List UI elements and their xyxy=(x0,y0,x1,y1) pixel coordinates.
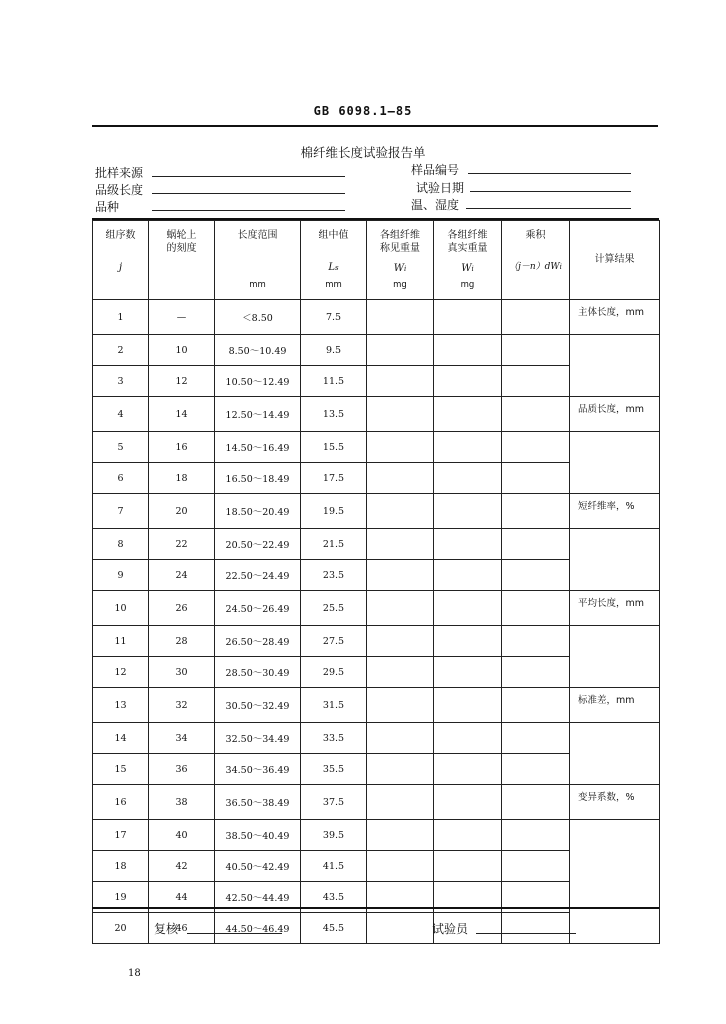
table-row xyxy=(93,785,660,820)
weighed-input[interactable] xyxy=(367,820,434,851)
range-cell: 24.50～26.49 xyxy=(215,591,301,626)
test-date-field[interactable] xyxy=(470,191,631,192)
product-input[interactable] xyxy=(502,785,570,820)
group-no-cell: 5 xyxy=(93,432,149,463)
weighed-input[interactable] xyxy=(367,657,434,688)
weighed-input[interactable] xyxy=(367,591,434,626)
mid-cell: 37.5 xyxy=(301,785,367,820)
table-row xyxy=(93,494,660,529)
true-weight-input[interactable] xyxy=(434,463,502,494)
group-no-cell: 20 xyxy=(93,913,149,944)
table-bottom-rule xyxy=(92,907,659,909)
group-no-cell: 19 xyxy=(93,882,149,913)
true-weight-input[interactable] xyxy=(434,335,502,366)
mid-cell: 31.5 xyxy=(301,688,367,723)
wheel-cell: 38 xyxy=(149,785,215,820)
form-title: 棉纤维长度试验报告单 xyxy=(300,145,426,160)
temp-humidity-label: 温、湿度 xyxy=(411,198,460,212)
range-cell: 44.50～46.49 xyxy=(215,913,301,944)
standard-code: GB 6098.1—85 xyxy=(313,104,413,118)
result-label: 主体长度，mm xyxy=(570,300,660,335)
true-weight-input[interactable] xyxy=(434,529,502,560)
wheel-cell: 44 xyxy=(149,882,215,913)
mid-cell: 35.5 xyxy=(301,754,367,785)
product-input[interactable] xyxy=(502,529,570,560)
mid-cell: 39.5 xyxy=(301,820,367,851)
product-input[interactable] xyxy=(502,432,570,463)
group-no-cell: 1 xyxy=(93,300,149,335)
col-mid: 组中值 Ls mm xyxy=(301,221,367,300)
product-input[interactable] xyxy=(502,851,570,882)
weighed-input[interactable] xyxy=(367,754,434,785)
wheel-cell: 10 xyxy=(149,335,215,366)
table-row xyxy=(93,529,660,560)
batch-source-field[interactable] xyxy=(152,176,345,177)
mid-cell: 21.5 xyxy=(301,529,367,560)
weighed-input[interactable] xyxy=(367,560,434,591)
weighed-input[interactable] xyxy=(367,335,434,366)
wheel-cell: 24 xyxy=(149,560,215,591)
mid-cell: 11.5 xyxy=(301,366,367,397)
tester-label: 试验员 xyxy=(432,922,469,936)
true-weight-input[interactable] xyxy=(434,366,502,397)
range-cell: 40.50～42.49 xyxy=(215,851,301,882)
result-value-field[interactable] xyxy=(570,723,660,785)
range-cell: 36.50～38.49 xyxy=(215,785,301,820)
mid-cell: 43.5 xyxy=(301,882,367,913)
wheel-cell: 12 xyxy=(149,366,215,397)
range-cell: 34.50～36.49 xyxy=(215,754,301,785)
weighed-input[interactable] xyxy=(367,688,434,723)
mid-cell: 45.5 xyxy=(301,913,367,944)
variety-label: 品种 xyxy=(95,200,120,214)
true-weight-input[interactable] xyxy=(434,591,502,626)
weighed-input[interactable] xyxy=(367,397,434,432)
true-weight-input[interactable] xyxy=(434,560,502,591)
wheel-cell: 18 xyxy=(149,463,215,494)
weighed-input[interactable] xyxy=(367,300,434,335)
range-cell: 8.50～10.49 xyxy=(215,335,301,366)
result-label: 标准差，mm xyxy=(570,688,660,723)
batch-source-label: 批样来源 xyxy=(95,166,144,180)
product-input[interactable] xyxy=(502,626,570,657)
range-cell: 26.50～28.49 xyxy=(215,626,301,657)
range-cell: 18.50～20.49 xyxy=(215,494,301,529)
weighed-input[interactable] xyxy=(367,366,434,397)
wheel-cell: 22 xyxy=(149,529,215,560)
wheel-cell: 40 xyxy=(149,820,215,851)
wheel-cell: 32 xyxy=(149,688,215,723)
mid-cell: 29.5 xyxy=(301,657,367,688)
group-no-cell: 14 xyxy=(93,723,149,754)
group-no-cell: 16 xyxy=(93,785,149,820)
group-no-cell: 15 xyxy=(93,754,149,785)
sample-no-label: 样品编号 xyxy=(411,163,460,177)
range-cell: 20.50～22.49 xyxy=(215,529,301,560)
product-input[interactable] xyxy=(502,591,570,626)
mid-cell: 9.5 xyxy=(301,335,367,366)
group-no-cell: 7 xyxy=(93,494,149,529)
wheel-cell: 42 xyxy=(149,851,215,882)
mid-cell: 7.5 xyxy=(301,300,367,335)
true-weight-input[interactable] xyxy=(434,494,502,529)
wheel-cell: 28 xyxy=(149,626,215,657)
true-weight-input[interactable] xyxy=(434,820,502,851)
temp-humidity-field[interactable] xyxy=(466,208,631,209)
product-input[interactable] xyxy=(502,688,570,723)
header-rule xyxy=(92,125,658,127)
wheel-cell: 14 xyxy=(149,397,215,432)
group-no-cell: 2 xyxy=(93,335,149,366)
group-no-cell: 6 xyxy=(93,463,149,494)
product-input[interactable] xyxy=(502,820,570,851)
result-value-field[interactable] xyxy=(570,335,660,397)
weighed-input[interactable] xyxy=(367,913,434,944)
product-input[interactable] xyxy=(502,754,570,785)
product-input[interactable] xyxy=(502,300,570,335)
table-header-row xyxy=(93,221,660,300)
range-cell: 42.50～44.49 xyxy=(215,882,301,913)
col-weighed: 各组纤维称见重量 Wi mg xyxy=(367,221,434,300)
group-no-cell: 11 xyxy=(93,626,149,657)
wheel-cell: 30 xyxy=(149,657,215,688)
true-weight-input[interactable] xyxy=(434,432,502,463)
true-weight-input[interactable] xyxy=(434,754,502,785)
product-input[interactable] xyxy=(502,723,570,754)
col-group-no: 组序数 j xyxy=(93,221,149,300)
reviewer-field[interactable] xyxy=(187,933,282,934)
page-number: 18 xyxy=(128,968,141,979)
range-cell: 30.50～32.49 xyxy=(215,688,301,723)
mid-cell: 25.5 xyxy=(301,591,367,626)
result-value-field[interactable] xyxy=(570,529,660,591)
grade-length-field[interactable] xyxy=(152,193,345,194)
table-row xyxy=(93,432,660,463)
mid-cell: 13.5 xyxy=(301,397,367,432)
product-input[interactable] xyxy=(502,657,570,688)
wheel-cell: — xyxy=(149,300,215,335)
mid-cell: 23.5 xyxy=(301,560,367,591)
mid-cell: 19.5 xyxy=(301,494,367,529)
result-value-field[interactable] xyxy=(570,820,660,944)
col-true-weight: 各组纤维真实重量 Wi mg xyxy=(434,221,502,300)
true-weight-input[interactable] xyxy=(434,397,502,432)
true-weight-input[interactable] xyxy=(434,300,502,335)
range-cell: 14.50～16.49 xyxy=(215,432,301,463)
weighed-input[interactable] xyxy=(367,463,434,494)
range-cell: 28.50～30.49 xyxy=(215,657,301,688)
result-label: 短纤维率，% xyxy=(570,494,660,529)
true-weight-input[interactable] xyxy=(434,851,502,882)
table-row xyxy=(93,591,660,626)
group-no-cell: 4 xyxy=(93,397,149,432)
mid-cell: 41.5 xyxy=(301,851,367,882)
range-cell: 16.50～18.49 xyxy=(215,463,301,494)
weighed-input[interactable] xyxy=(367,529,434,560)
wheel-cell: 16 xyxy=(149,432,215,463)
product-input[interactable] xyxy=(502,366,570,397)
group-no-cell: 13 xyxy=(93,688,149,723)
grade-length-label: 品级长度 xyxy=(95,183,144,197)
test-date-label: 试验日期 xyxy=(416,181,465,195)
product-input[interactable] xyxy=(502,494,570,529)
table-row xyxy=(93,723,660,754)
product-input[interactable] xyxy=(502,913,570,944)
group-no-cell: 18 xyxy=(93,851,149,882)
group-no-cell: 17 xyxy=(93,820,149,851)
wheel-cell: 20 xyxy=(149,494,215,529)
group-no-cell: 10 xyxy=(93,591,149,626)
product-input[interactable] xyxy=(502,560,570,591)
group-no-cell: 8 xyxy=(93,529,149,560)
col-result: 计算结果 xyxy=(570,221,660,300)
col-range: 长度范围 mm xyxy=(215,221,301,300)
range-cell: 10.50～12.49 xyxy=(215,366,301,397)
range-cell: 22.50～24.49 xyxy=(215,560,301,591)
product-input[interactable] xyxy=(502,335,570,366)
variety-field[interactable] xyxy=(152,210,345,211)
result-label: 平均长度，mm xyxy=(570,591,660,626)
weighed-input[interactable] xyxy=(367,851,434,882)
range-cell: 38.50～40.49 xyxy=(215,820,301,851)
result-label: 品质长度，mm xyxy=(570,397,660,432)
true-weight-input[interactable] xyxy=(434,688,502,723)
col-product: 乘积 （j－n）dWi xyxy=(502,221,570,300)
true-weight-input[interactable] xyxy=(434,626,502,657)
reviewer-label: 复核 xyxy=(154,922,179,936)
mid-cell: 33.5 xyxy=(301,723,367,754)
tester-field[interactable] xyxy=(476,933,576,934)
true-weight-input[interactable] xyxy=(434,723,502,754)
col-wheel: 蜗轮上的刻度 xyxy=(149,221,215,300)
sample-no-field[interactable] xyxy=(468,173,631,174)
range-cell: 32.50～34.49 xyxy=(215,723,301,754)
wheel-cell: 34 xyxy=(149,723,215,754)
range-cell: 12.50～14.49 xyxy=(215,397,301,432)
table-row xyxy=(93,397,660,432)
wheel-cell: 26 xyxy=(149,591,215,626)
true-weight-input[interactable] xyxy=(434,657,502,688)
group-no-cell: 9 xyxy=(93,560,149,591)
table-row xyxy=(93,300,660,335)
table-row xyxy=(93,820,660,851)
true-weight-input[interactable] xyxy=(434,785,502,820)
mid-cell: 15.5 xyxy=(301,432,367,463)
weighed-input[interactable] xyxy=(367,494,434,529)
wheel-cell: 36 xyxy=(149,754,215,785)
wheel-cell: 46 xyxy=(149,913,215,944)
mid-cell: 27.5 xyxy=(301,626,367,657)
result-value-field[interactable] xyxy=(570,626,660,688)
weighed-input[interactable] xyxy=(367,626,434,657)
result-value-field[interactable] xyxy=(570,432,660,494)
table-row xyxy=(93,688,660,723)
range-cell: ＜8.50 xyxy=(215,300,301,335)
group-no-cell: 12 xyxy=(93,657,149,688)
weighed-input[interactable] xyxy=(367,785,434,820)
mid-cell: 17.5 xyxy=(301,463,367,494)
group-no-cell: 3 xyxy=(93,366,149,397)
table-row xyxy=(93,335,660,366)
weighed-input[interactable] xyxy=(367,723,434,754)
fiber-length-table xyxy=(92,220,660,944)
table-row xyxy=(93,626,660,657)
product-input[interactable] xyxy=(502,397,570,432)
product-input[interactable] xyxy=(502,463,570,494)
weighed-input[interactable] xyxy=(367,432,434,463)
result-label: 变异系数，% xyxy=(570,785,660,820)
